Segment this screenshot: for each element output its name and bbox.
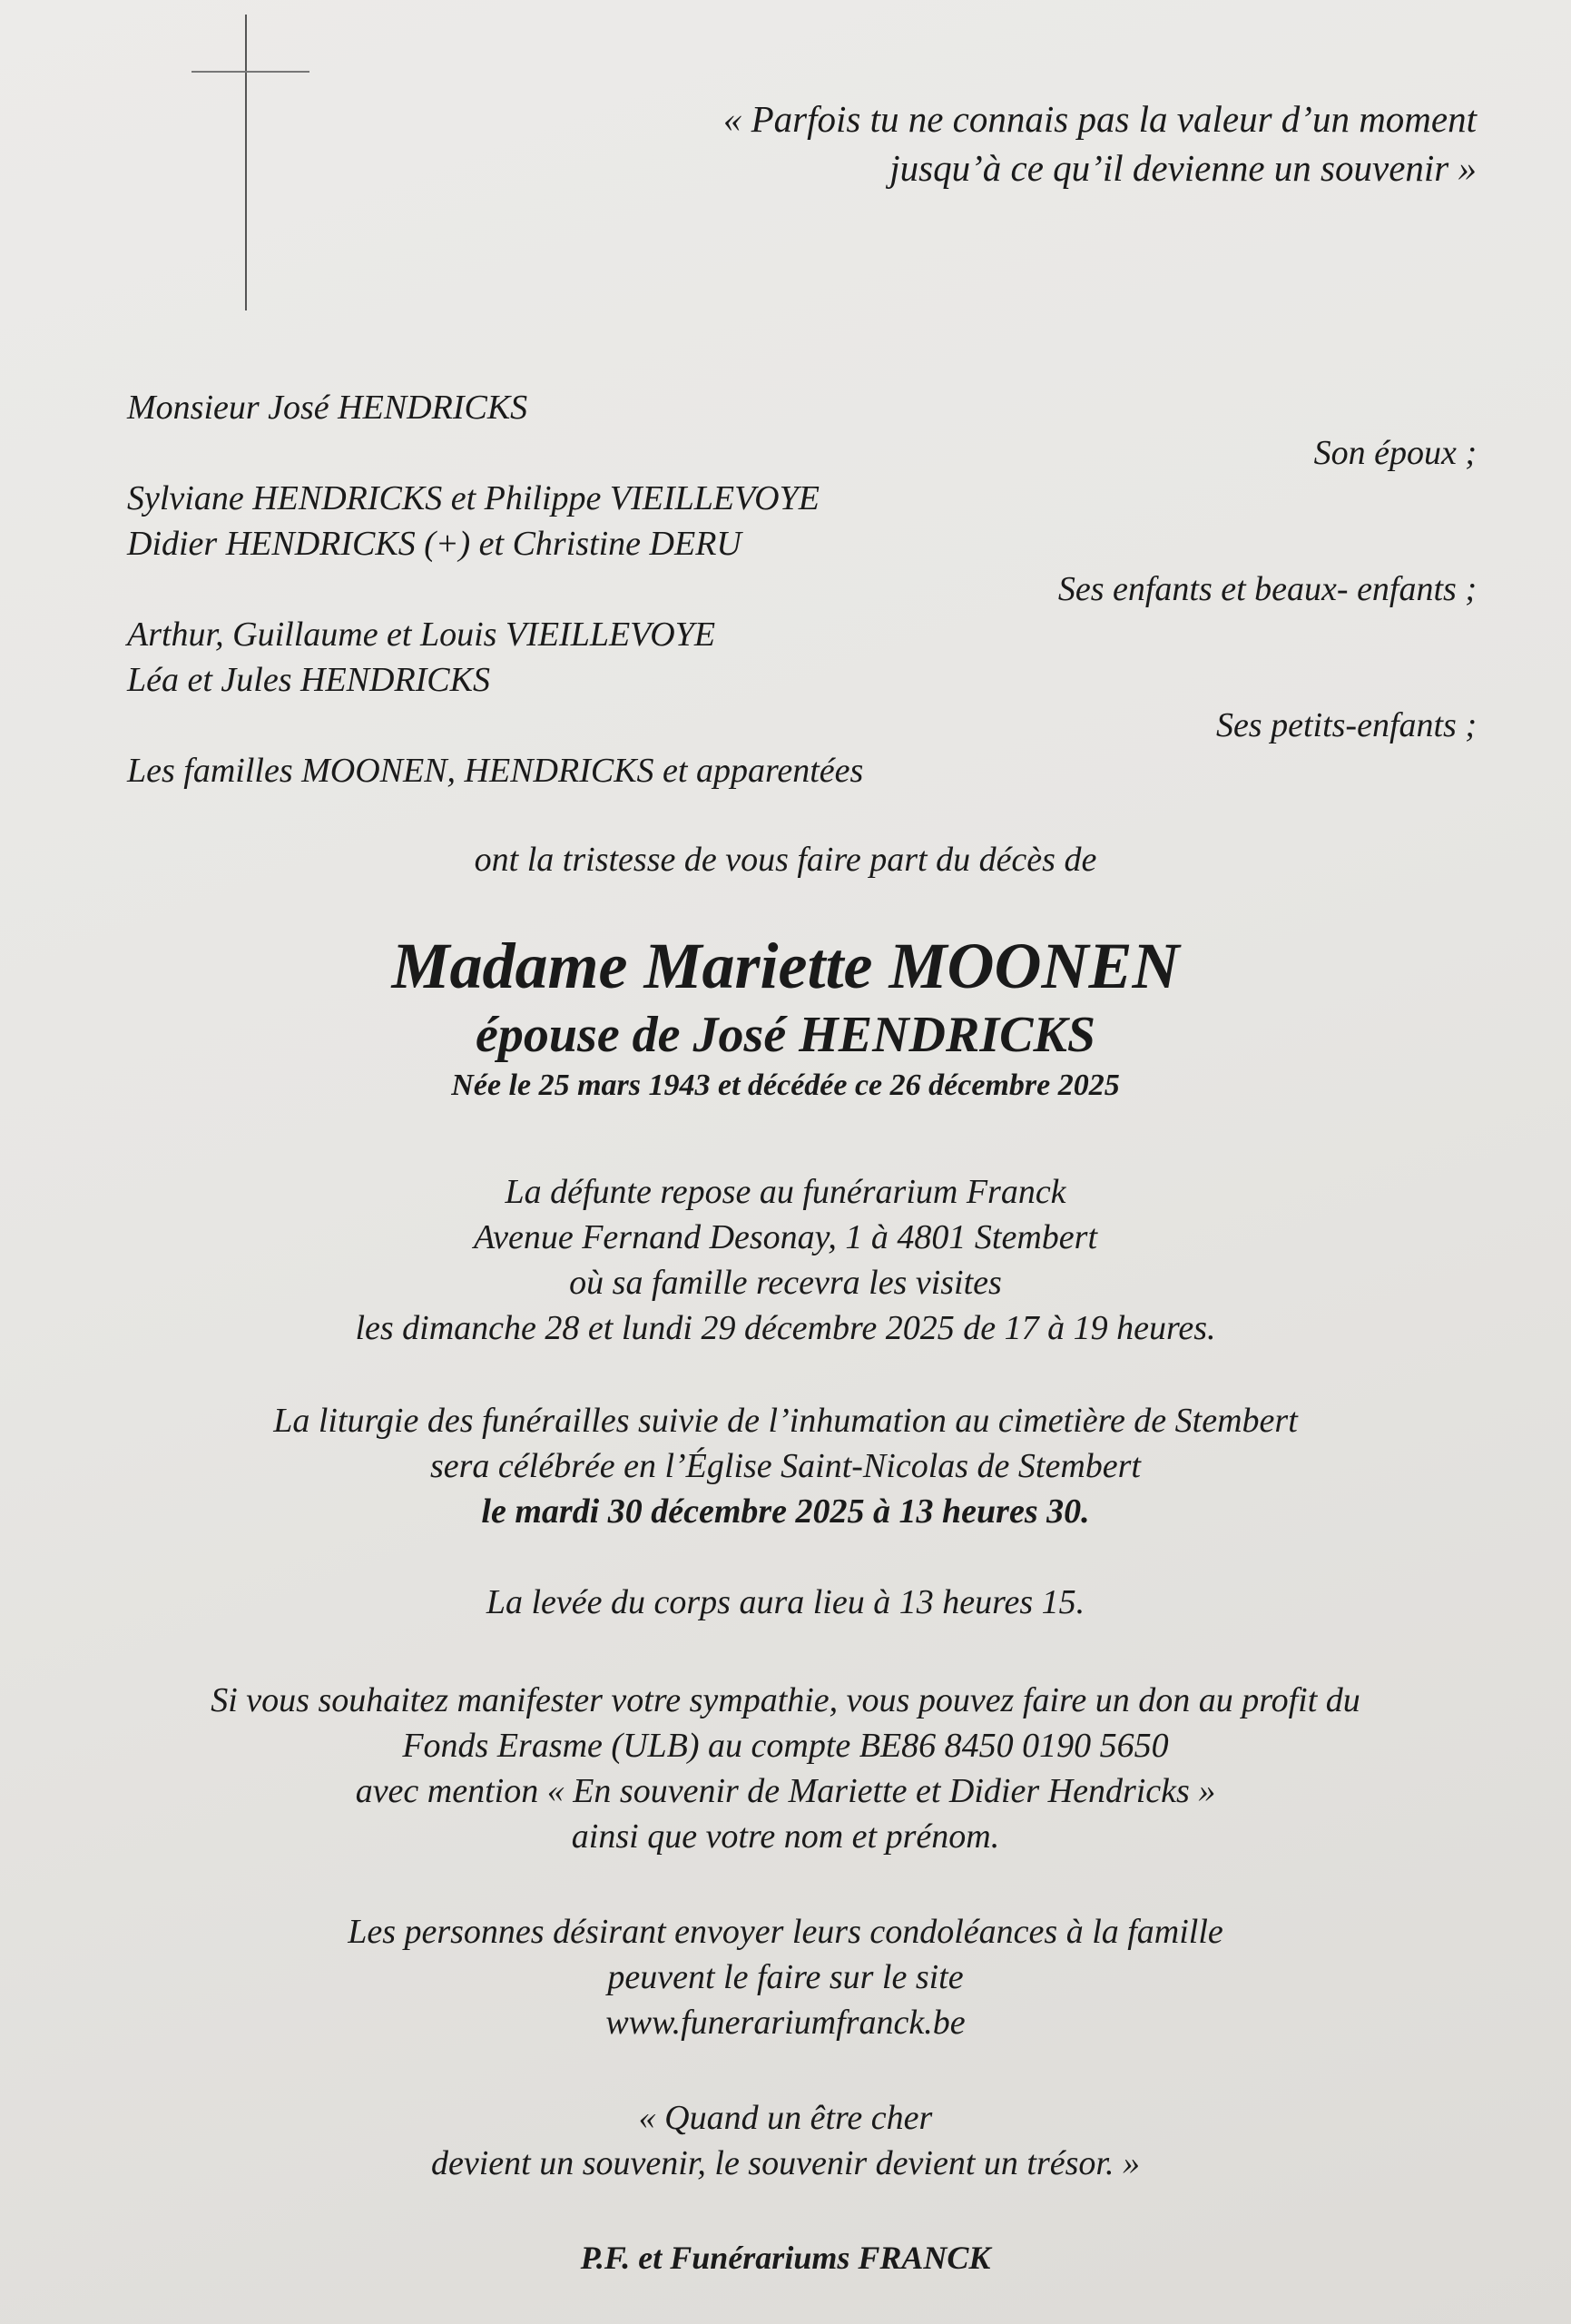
cross-horizontal-bar [191, 71, 309, 73]
epigraph-line: jusqu’à ce qu’il devienne un souvenir » [889, 147, 1477, 189]
deceased-block [0, 928, 1571, 1106]
grandchildren-line: Léa et Jules HENDRICKS [127, 661, 491, 699]
announcement [0, 837, 1571, 882]
signature: P.F. et Funérariums FRANCK [580, 2240, 991, 2276]
deceased-name: Madame Mariette MOONEN [391, 930, 1180, 1002]
signature-block [0, 2235, 1571, 2280]
children-line: Didier HENDRICKS (+) et Christine DERU [127, 525, 741, 563]
visitation-line: où sa famille recevra les visites [569, 1264, 1002, 1302]
donation-line: Fonds Erasme (ULB) au compte BE86 8450 0190 5650 [402, 1727, 1169, 1765]
funeral-block [0, 1398, 1571, 1534]
donation-block [0, 1678, 1571, 1859]
donation-line: avec mention « En souvenir de Mariette et Didier Hendricks » [355, 1772, 1216, 1810]
closing-line: devient un souvenir, le souvenir devient un trésor. » [431, 2144, 1140, 2182]
condolences-line: peuvent le faire sur le site [607, 1958, 964, 1996]
husband-name: Monsieur José HENDRICKS [127, 389, 528, 427]
announcement-text: ont la tristesse de vous faire part du décès de [474, 841, 1097, 879]
deceased-spouse: épouse de José HENDRICKS [476, 1007, 1095, 1063]
children-line: Sylviane HENDRICKS et Philippe VIEILLEVOYE [127, 479, 820, 517]
donation-line: Si vous souhaitez manifester votre sympathie, vous pouvez faire un don au profit du [211, 1681, 1360, 1719]
visitation-block [0, 1169, 1571, 1351]
deceased-dates: Née le 25 mars 1943 et décédée ce 26 décembre 2025 [451, 1068, 1120, 1102]
visitation-line: les dimanche 28 et lundi 29 décembre 2025 de 17 à 19 heures. [355, 1309, 1216, 1347]
closing-line: « Quand un être cher [638, 2099, 933, 2137]
visitation-line: Avenue Fernand Desonay, 1 à 4801 Stembert [473, 1218, 1098, 1256]
condolences-line: Les personnes désirant envoyer leurs condoléances à la famille [348, 1913, 1223, 1951]
funeral-line: sera célébrée en l’Église Saint-Nicolas de Stembert [429, 1447, 1141, 1485]
funeral-line: La liturgie des funérailles suivie de l’inhumation au cimetière de Stembert [273, 1402, 1298, 1440]
levee-line: La levée du corps aura lieu à 13 heures 15. [486, 1583, 1085, 1621]
grandchildren-role: Ses petits-enfants ; [1215, 706, 1477, 744]
levee-block [0, 1580, 1571, 1625]
condolences-website: www.funerariumfranck.be [605, 2004, 966, 2042]
grandchildren-line: Arthur, Guillaume et Louis VIEILLEVOYE [127, 615, 716, 654]
families-line: Les familles MOONEN, HENDRICKS et apparentées [127, 752, 864, 790]
epigraph-quote [723, 94, 1477, 192]
husband-role: Son époux ; [1313, 434, 1477, 472]
donation-line: ainsi que votre nom et prénom. [571, 1817, 1000, 1856]
condolences-block [0, 1909, 1571, 2045]
closing-quote [0, 2095, 1571, 2186]
children-role: Ses enfants et beaux- enfants ; [1057, 570, 1477, 608]
funeral-date: le mardi 30 décembre 2025 à 13 heures 30. [481, 1492, 1090, 1531]
cross-vertical-bar [245, 15, 247, 310]
epigraph-line: « Parfois tu ne connais pas la valeur d’un moment [722, 98, 1477, 140]
visitation-line: La défunte repose au funérarium Franck [505, 1173, 1066, 1211]
